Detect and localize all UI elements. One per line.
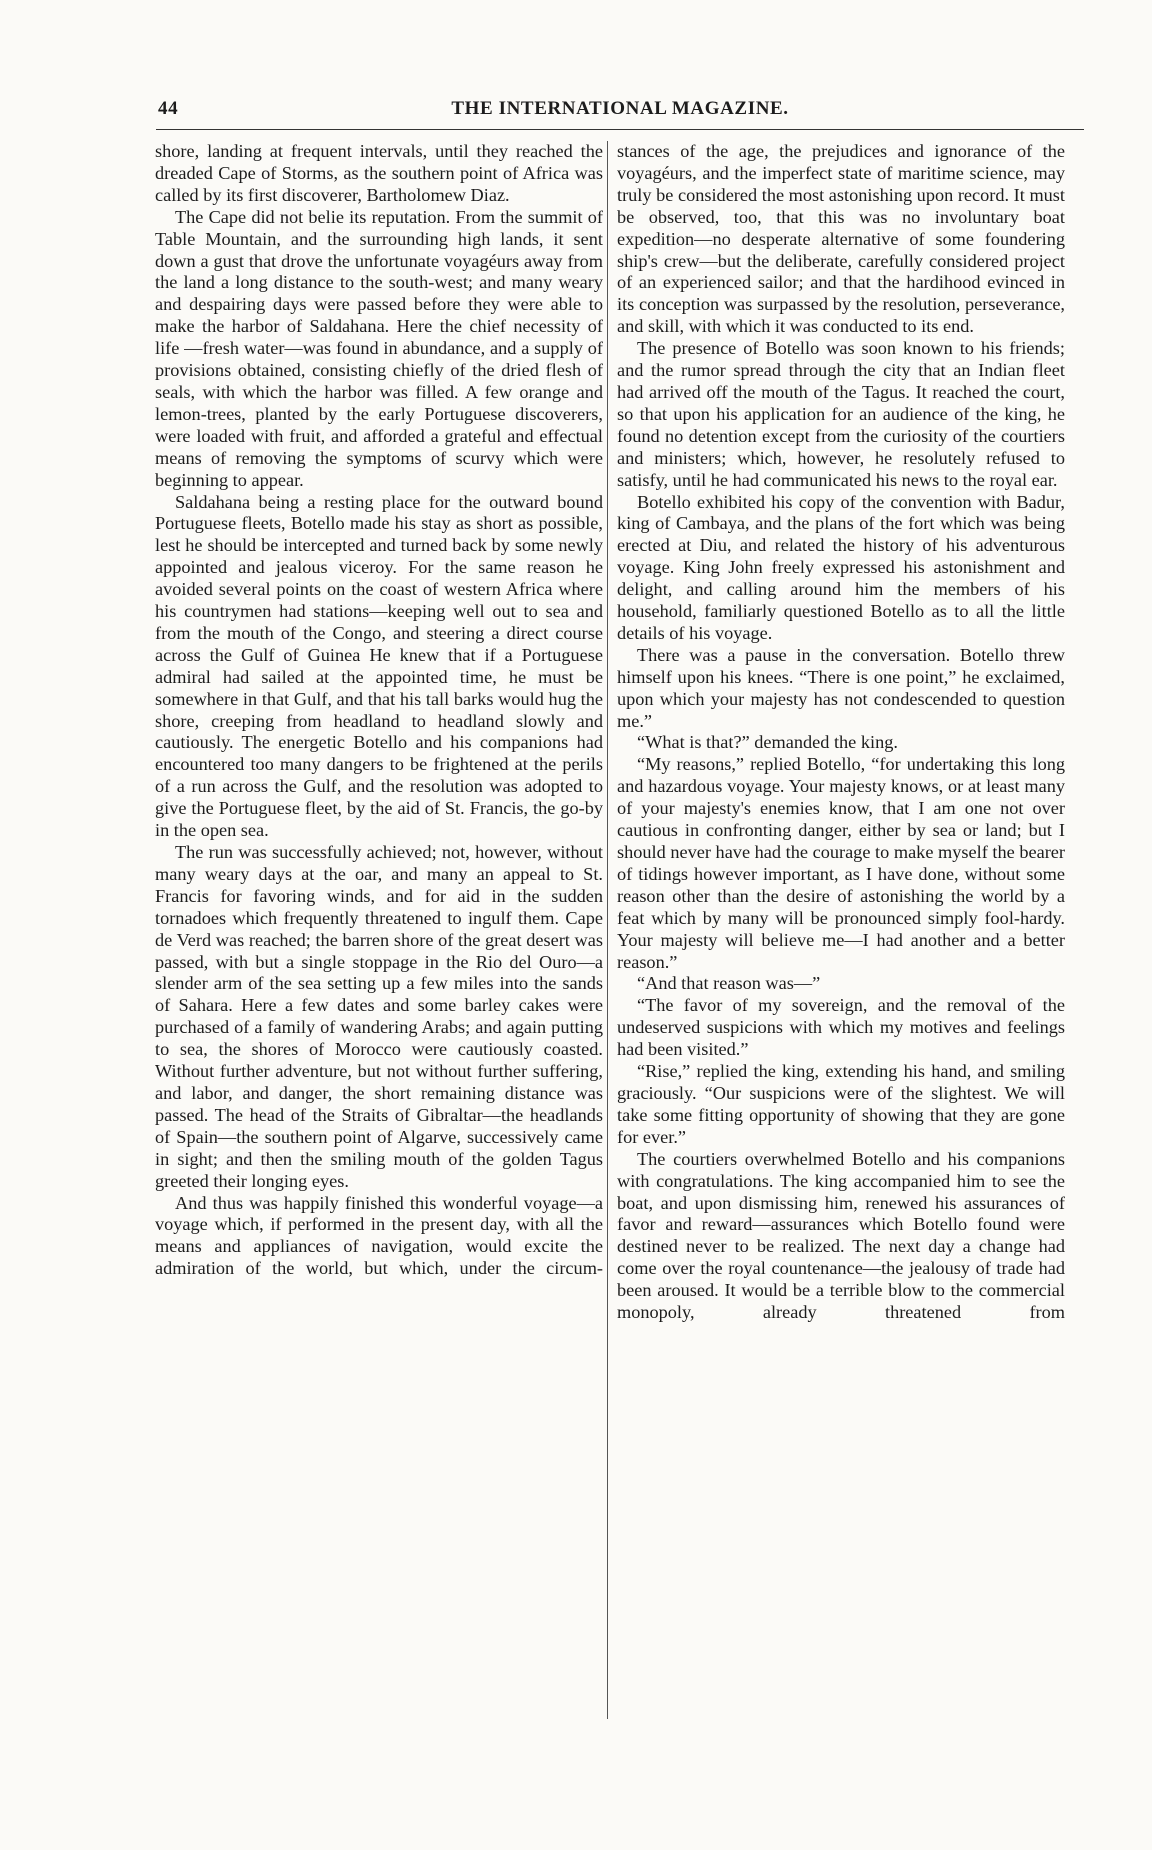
paragraph: The courtiers overwhelmed Botello and his companions with congratulations. The king accompanied him to see the boat, and upon dismissing him, renewed his assurances of favor and reward—assurances which Botello found were destined never to be realized. The next day a change had come over the royal countenance—the jealousy of trade had been aroused. It would be a terrible blow to the commercial monopoly, already threatened from [617, 1148, 1065, 1323]
paragraph: shore, landing at frequent intervals, until they reached the dreaded Cape of Storms, as the southern point of Africa was called by its first discoverer, Bartholomew Diaz. [155, 141, 603, 205]
paragraph: stances of the age, the prejudices and ignorance of the voyagéurs, and the imperfect state of maritime science, may truly be considered the most astonishing upon record. It must be observed, too, that this was no involuntary boat expedition—no desperate alternative of some foundering ship's crew—but the deliberate, carefully considered project of an experienced sailor; and that the hardihood evinced in its conception was surpassed by the resolution, perseverance, and skill, with which it was conducted to its end. [617, 141, 1065, 337]
paragraph: The run was successfully achieved; not, however, without many weary days at the oar, and many an appeal to St. Francis for favoring winds, and for aid in the sudden tornadoes which frequently threatened to ingulf them. Cape de Verd was reached; the barren shore of the great desert was passed, with but a single stoppage in the Rio del Ouro—a slender arm of the sea setting up a few miles into the sands of Sahara. Here a few dates and some barley cakes were purchased of a family of wandering Arabs; and again putting to sea, the shores of Morocco were cautiously coasted. Without further adventure, but not without further suffering, and labor, and danger, the short remaining distance was passed. The head of the Straits of Gibraltar—the headlands of Spain—the southern point of Algarve, successively came in sight; and then the smiling mouth of the golden Tagus greeted their longing eyes. [155, 842, 603, 1191]
journal-title: THE INTERNATIONAL MAGAZINE. [451, 98, 789, 119]
left-column [155, 141, 603, 1280]
paragraph: There was a pause in the conversation. Botello threw himself upon his knees. “There is one point,” he exclaimed, upon which your majesty has not condescended to question me.” [617, 644, 1065, 731]
paragraph: “My reasons,” replied Botello, “for undertaking this long and hazardous voyage. Your majesty knows, or at least many of your majesty's enemies know, that I am one not over cautious in confronting danger, either by sea or land; but I should never have had the courage to make myself the bearer of tidings however important, as I have done, without some reason other than the desire of astonishing the world by a feat which by many will be pronounced simply fool-hardy. Your majesty will believe me—I had another and a better reason.” [617, 754, 1065, 972]
paragraph: “The favor of my sovereign, and the removal of the undeserved suspicions with which my motives and feelings had been visited.” [617, 995, 1065, 1060]
paragraph: “What is that?” demanded the king. [637, 732, 898, 753]
paragraph: The presence of Botello was soon known to his friends; and the rumor spread through the city that an Indian fleet had arrived off the mouth of the Tagus. It reached the court, so that upon his application for an audience of the king, he found no detention except from the curiosity of the courtiers and ministers; which, however, he resolutely refused to satisfy, until he had communicated his news to the royal ear. [617, 338, 1065, 490]
paragraph: “And that reason was—” [637, 973, 821, 994]
right-column [617, 141, 1065, 1324]
header-rule [156, 129, 1084, 130]
paragraph: Saldahana being a resting place for the outward bound Portuguese fleets, Botello made his stay as short as possible, lest he should be intercepted and turned back by some newly appointed and jealous viceroy. For the same reason he avoided several points on the coast of western Africa where his countrymen had stations—keeping well out to sea and from the mouth of the Congo, and steering a direct course across the Gulf of Guinea He knew that if a Portuguese admiral had sailed at the appointed time, he must be somewhere in that Gulf, and that his tall barks would hug the shore, creeping from headland to headland slowly and cautiously. The energetic Botello and his companions had encountered too many dangers to be frightened at the perils of a run across the Gulf, and the resolution was adopted to give the Portuguese fleet, by the aid of St. Francis, the go-by in the open sea. [155, 491, 603, 841]
paragraph: Botello exhibited his copy of the convention with Badur, king of Cambaya, and the plans of the fort which was being erected at Diu, and related the history of his adventurous voyage. King John freely expressed his astonishment and delight, and calling around him the members of his household, familiarly questioned Botello as to all the little details of his voyage. [617, 491, 1065, 643]
paragraph: “Rise,” replied the king, extending his hand, and smiling graciously. “Our suspicions were of the slightest. We will take some fitting opportunity of showing that they are gone for ever.” [617, 1061, 1065, 1147]
paragraph: The Cape did not belie its reputation. From the summit of Table Mountain, and the surrounding high lands, it sent down a gust that drove the unfortunate voyagéurs away from the land a long distance to the south-west; and many weary and despairing days were passed before they were able to make the harbor of Saldahana. Here the chief necessity of life —fresh water—was found in abundance, and a supply of provisions obtained, consisting chiefly of the dried flesh of seals, with which the harbor was filled. A few orange and lemon-trees, planted by the early Portuguese discoverers, were loaded with fruit, and afforded a grateful and effectual means of removing the symptoms of scurvy which were beginning to appear. [155, 206, 603, 490]
paragraph: And thus was happily finished this wonderful voyage—a voyage which, if performed in the present day, with all the means and appliances of navigation, would excite the admiration of the world, but which, under the circum- [155, 1192, 603, 1279]
column-divider [607, 141, 608, 1719]
page-number: 44 [158, 98, 179, 119]
running-head [156, 98, 1084, 122]
